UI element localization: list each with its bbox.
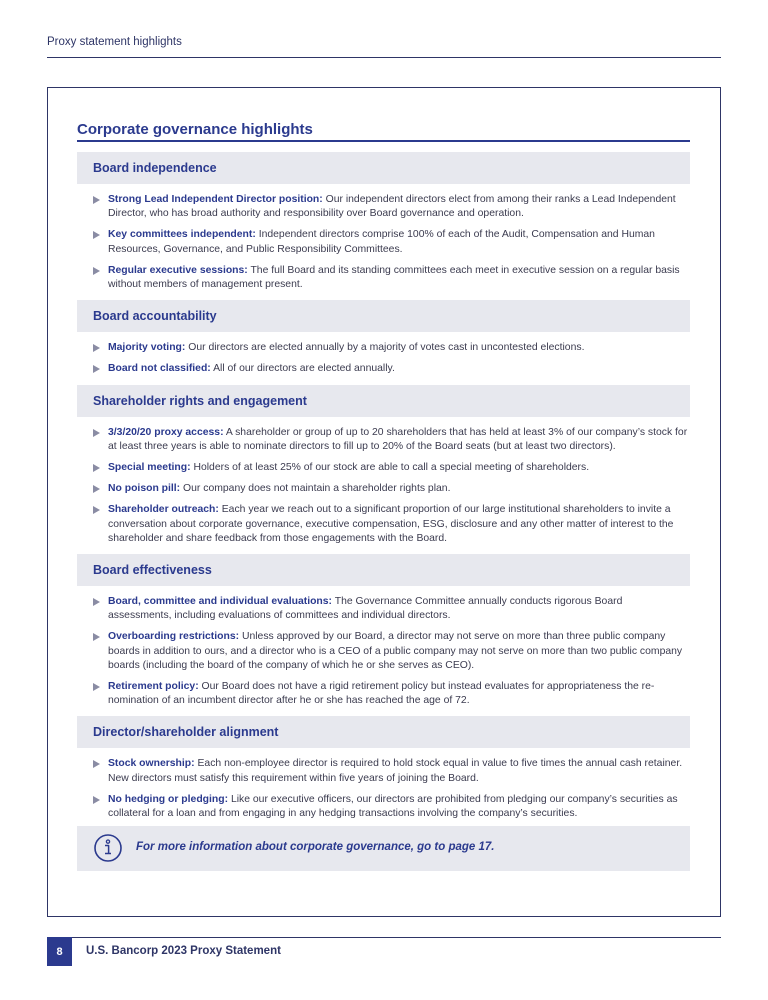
bullet-list xyxy=(77,748,690,829)
bullet-list xyxy=(77,417,690,554)
bullet-list xyxy=(77,184,690,300)
section-board-effectiveness xyxy=(77,554,690,716)
item-text: Each year we reach out to a significant proportion of our large institutional shareholders to invite a conversation about corporate governance, executive compensation, ESG, disclosure and any other matter of interest to the shareholder and share feedback from those engagements with the Board. xyxy=(108,504,674,544)
item-text: Each non-employee director is required to hold stock equal in value to five times the annual cash retainer. New directors must satisfy this requirement within five years of joining the Board. xyxy=(108,758,683,784)
arrow-bullet-icon xyxy=(93,760,100,768)
list-item xyxy=(77,630,690,673)
list-item xyxy=(77,757,690,785)
item-title: Shareholder outreach: xyxy=(108,504,219,516)
section-board-accountability xyxy=(77,300,690,384)
arrow-bullet-icon xyxy=(93,464,100,472)
arrow-bullet-icon xyxy=(93,429,100,437)
item-title: Key committees independent: xyxy=(108,229,256,241)
item-text: A shareholder or group of up to 20 shareholders that has held at least 3% of our company’s stock for at least three years is able to nominate directors to fill up to 20% of the Board seats (but at least two directors). xyxy=(108,426,688,452)
governance-sections xyxy=(77,152,690,829)
item-title: No poison pill: xyxy=(108,483,181,495)
section-heading: Board accountability xyxy=(77,300,690,332)
item-text: Holders of at least 25% of our stock are able to call a special meeting of shareholders. xyxy=(190,462,590,474)
arrow-bullet-icon xyxy=(93,196,100,204)
item-text: Our company does not maintain a shareholder rights plan. xyxy=(180,483,451,495)
arrow-bullet-icon xyxy=(93,683,100,691)
item-text: Our independent directors elect from among their ranks a Lead Independent Director, who has broad authority and responsibility over Board governance and operation. xyxy=(108,194,676,220)
list-item xyxy=(77,426,690,454)
section-board-independence xyxy=(77,152,690,300)
title-divider xyxy=(77,140,690,142)
item-text: The full Board and its standing committees each meet in executive session on a regular basis without members of management present. xyxy=(108,264,680,291)
list-item xyxy=(77,228,690,256)
list-item xyxy=(77,595,690,623)
item-title: Overboarding restrictions: xyxy=(108,631,240,643)
arrow-bullet-icon xyxy=(93,506,100,514)
item-title: Special meeting: xyxy=(108,462,191,474)
item-title: 3/3/20/20 proxy access: xyxy=(108,426,224,438)
more-info-link[interactable]: For more information about corporate governance, go to page 17. xyxy=(136,841,495,853)
info-icon xyxy=(93,833,123,863)
item-title: Stock ownership: xyxy=(108,758,195,770)
item-title: Strong Lead Independent Director position: xyxy=(108,194,323,205)
item-text: Our directors are elected annually by a majority of votes cast in uncontested elections. xyxy=(185,342,585,354)
item-title: Board, committee and individual evaluations: xyxy=(108,596,333,608)
item-title: Board not classified: xyxy=(108,363,211,375)
list-item xyxy=(77,680,690,708)
section-shareholder-rights xyxy=(77,385,690,554)
item-text: The Governance Committee annually conducts rigorous Board assessments, including evaluations of committees and individual directors. xyxy=(108,596,623,622)
arrow-bullet-icon xyxy=(93,485,100,493)
arrow-bullet-icon xyxy=(93,633,100,641)
more-info-callout xyxy=(77,826,690,871)
item-text: Unless approved by our Board, a director may not serve on more than three public company boards in addition to ours, and a director who is a CEO of a public company may not serve on more than two public company boards (including the board of the company of which he or she serves as CEO). xyxy=(108,631,683,671)
list-item xyxy=(77,193,690,221)
item-title: No hedging or pledging: xyxy=(108,793,229,805)
arrow-bullet-icon xyxy=(93,344,100,352)
item-title: Retirement policy: xyxy=(108,681,199,693)
arrow-bullet-icon xyxy=(93,231,100,239)
item-title: Majority voting: xyxy=(108,342,186,354)
list-item xyxy=(77,362,690,376)
item-text: Like our executive officers, our directors are prohibited from pledging our company’s securities as collateral for a loan and from engaging in any hedging transactions involving the company’s securities. xyxy=(108,793,678,820)
arrow-bullet-icon xyxy=(93,365,100,373)
list-item xyxy=(77,461,690,475)
footer-title: U.S. Bancorp 2023 Proxy Statement xyxy=(86,945,281,957)
list-item xyxy=(77,482,690,496)
list-item xyxy=(77,793,690,821)
list-item xyxy=(77,264,690,292)
item-text: All of our directors are elected annually. xyxy=(210,363,395,375)
arrow-bullet-icon xyxy=(93,267,100,275)
arrow-bullet-icon xyxy=(93,598,100,606)
item-text: Independent directors comprise 100% of each of the Audit, Compensation and Human Resources, Governance, and Public Responsibility Committees. xyxy=(108,229,655,255)
arrow-bullet-icon xyxy=(93,796,100,804)
running-header: Proxy statement highlights xyxy=(47,36,182,48)
section-heading: Board effectiveness xyxy=(77,554,690,586)
section-heading: Director/shareholder alignment xyxy=(77,716,690,748)
header-divider xyxy=(47,57,721,58)
item-text: Our Board does not have a rigid retirement policy but instead evaluates for appropriateness the re-nomination of an incumbent director after he or she has reached the age of 72. xyxy=(108,681,655,707)
section-heading: Board independence xyxy=(77,152,690,184)
bullet-list xyxy=(77,586,690,716)
section-director-alignment xyxy=(77,716,690,829)
list-item xyxy=(77,503,690,546)
page-title: Corporate governance highlights xyxy=(77,121,313,138)
section-heading: Shareholder rights and engagement xyxy=(77,385,690,417)
list-item xyxy=(77,341,690,355)
item-title: Regular executive sessions: xyxy=(108,264,248,276)
page-number: 8 xyxy=(47,937,72,966)
footer-divider xyxy=(47,937,721,938)
bullet-list xyxy=(77,332,690,384)
